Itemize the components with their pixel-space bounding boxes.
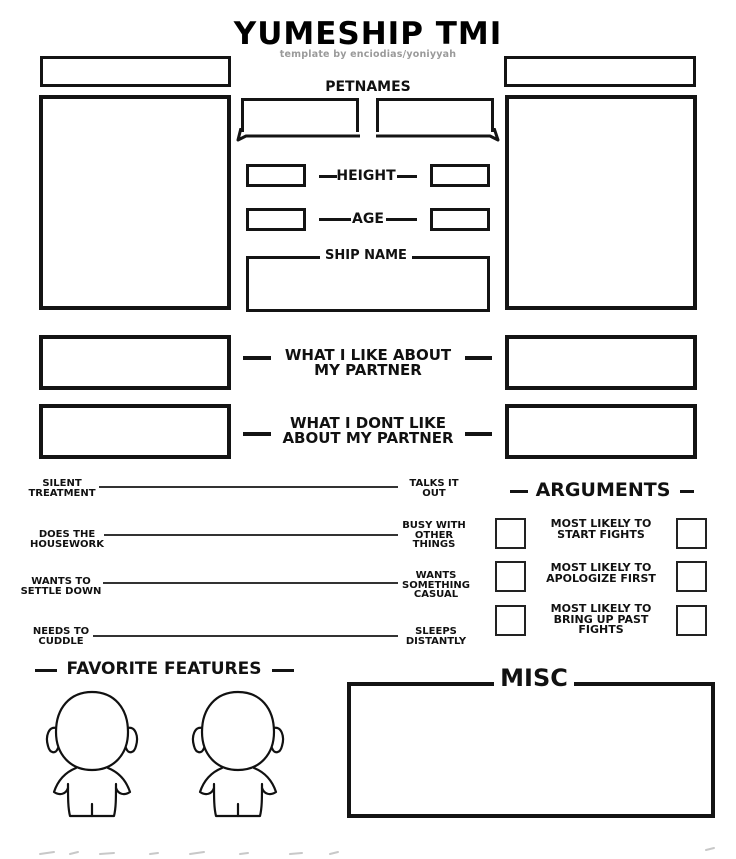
scale-4-left-label: NEEDS TO CUDDLE <box>32 626 90 647</box>
right-age-field[interactable] <box>430 208 490 231</box>
divider <box>35 669 57 672</box>
arguments-right-checkbox-2[interactable] <box>676 561 707 592</box>
left-age-field[interactable] <box>246 208 306 231</box>
petnames-label: PETNAMES <box>325 79 411 95</box>
arguments-left-checkbox-2[interactable] <box>495 561 526 592</box>
right-name-field[interactable] <box>504 56 696 87</box>
left-height-field[interactable] <box>246 164 306 187</box>
arguments-title: ARGUMENTS <box>535 479 671 501</box>
arguments-right-checkbox-3[interactable] <box>676 605 707 636</box>
scale-2-left-label: DOES THE HOUSEWORK <box>29 529 104 550</box>
age-label: AGE <box>352 211 384 227</box>
scale-2-line[interactable] <box>104 534 398 536</box>
left-speech-tail <box>236 128 364 144</box>
right-portrait-box[interactable] <box>505 95 697 310</box>
left-portrait-box[interactable] <box>39 95 231 310</box>
divider <box>319 218 351 221</box>
like-label: WHAT I LIKE ABOUT MY PARTNER <box>284 346 452 379</box>
right-speech-tail <box>372 128 500 144</box>
divider <box>397 175 417 178</box>
arguments-right-checkbox-1[interactable] <box>676 518 707 549</box>
scale-3-line[interactable] <box>103 582 398 584</box>
misc-box[interactable] <box>347 682 715 818</box>
divider <box>465 432 492 436</box>
argument-item-1: MOST LIKELY TO START FIGHTS <box>550 517 652 541</box>
argument-item-3: MOST LIKELY TO BRING UP PAST FIGHTS <box>550 602 652 636</box>
page-title: YUMESHIP TMI <box>233 16 503 52</box>
scale-4-right-label: SLEEPS DISTANTLY <box>405 626 467 647</box>
right-like-box[interactable] <box>505 335 697 390</box>
scan-marks <box>30 846 720 858</box>
arguments-left-checkbox-3[interactable] <box>495 605 526 636</box>
left-petname-field[interactable] <box>241 98 359 132</box>
misc-title: MISC <box>494 664 574 692</box>
divider <box>386 218 417 221</box>
divider <box>243 432 271 436</box>
divider <box>680 490 694 493</box>
divider <box>272 669 294 672</box>
scale-4-line[interactable] <box>93 635 398 637</box>
arguments-left-checkbox-1[interactable] <box>495 518 526 549</box>
argument-item-2: MOST LIKELY TO APOLOGIZE FIRST <box>546 561 656 585</box>
right-height-field[interactable] <box>430 164 490 187</box>
left-dislike-box[interactable] <box>39 404 231 459</box>
left-name-field[interactable] <box>40 56 231 87</box>
template-credit: template by enciodias/yoniyyah <box>279 49 457 60</box>
height-label: HEIGHT <box>336 168 396 184</box>
chibi-figure-right-icon <box>186 688 290 820</box>
favorite-features-title: FAVORITE FEATURES <box>66 659 262 679</box>
ship-name-label: SHIP NAME <box>320 248 412 263</box>
scale-1-left-label: SILENT TREATMENT <box>28 478 96 499</box>
divider <box>465 356 492 360</box>
divider <box>243 356 271 360</box>
left-like-box[interactable] <box>39 335 231 390</box>
scale-3-right-label: WANTS SOMETHING CASUAL <box>402 570 470 600</box>
right-petname-field[interactable] <box>376 98 494 132</box>
chibi-figure-left-icon <box>40 688 144 820</box>
scale-1-right-label: TALKS IT OUT <box>409 478 459 499</box>
scale-2-right-label: BUSY WITH OTHER THINGS <box>402 520 466 550</box>
ship-name-field[interactable] <box>246 256 490 312</box>
scale-3-left-label: WANTS TO SETTLE DOWN <box>20 576 102 597</box>
right-dislike-box[interactable] <box>505 404 697 459</box>
scale-1-line[interactable] <box>99 486 398 488</box>
divider <box>319 175 337 178</box>
dislike-label: WHAT I DONT LIKE ABOUT MY PARTNER <box>282 414 454 447</box>
